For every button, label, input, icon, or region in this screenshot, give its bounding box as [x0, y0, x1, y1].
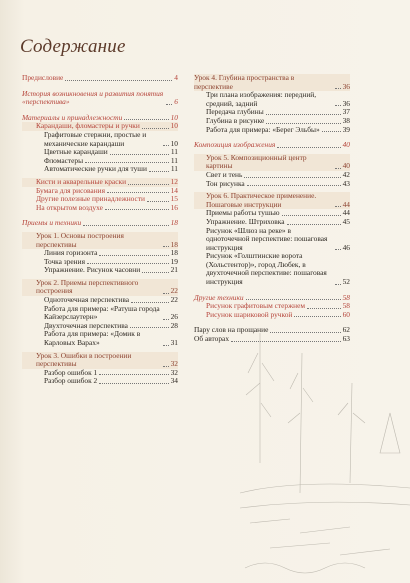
toc-entry[interactable]	[22, 279, 178, 296]
toc-entry-page: 63	[342, 334, 350, 344]
toc-entry-title: Три плана изображения: передний, средний, задний	[206, 90, 317, 108]
toc-entry[interactable]	[22, 377, 178, 386]
toc-entry-title: Разбор ошибок 2	[44, 376, 98, 386]
toc-entry[interactable]	[22, 232, 178, 249]
toc-entry-page: 18	[170, 239, 178, 249]
dot-leader	[149, 171, 169, 172]
toc-entry-page: 16	[170, 202, 178, 212]
toc-entry-page: 60	[342, 309, 350, 319]
dot-leader	[131, 302, 169, 303]
toc-entry-title: Двухточечная перспектива	[44, 320, 128, 330]
toc-entry-page: 11	[170, 147, 178, 157]
toc-entry-page: 22	[170, 286, 178, 296]
toc-entry-title: Фломастеры	[44, 155, 84, 165]
toc-entry-page: 31	[170, 338, 178, 348]
dot-leader	[128, 184, 169, 185]
toc-entry-page: 10	[170, 112, 178, 122]
toc-entry-title: Рисунок шариковой ручкой	[206, 309, 293, 319]
toc-entry-page: 39	[342, 124, 350, 134]
dot-leader	[65, 80, 172, 81]
toc-entry-page: 26	[170, 312, 178, 322]
toc-entry-title: Материалы и принадлежности	[22, 112, 123, 122]
toc-entry-page: 6	[174, 97, 178, 107]
toc-entry[interactable]	[22, 352, 178, 369]
toc-entry-title: Приемы работы тушью	[206, 208, 280, 218]
toc-entry-page: 15	[170, 194, 178, 204]
toc-entry-page: 18	[170, 248, 178, 258]
toc-entry-page: 28	[170, 320, 178, 330]
dot-leader	[246, 299, 341, 300]
toc-entry-title: Другие техники	[194, 292, 244, 302]
toc-entry-page: 14	[170, 185, 178, 195]
toc-entry-page: 34	[170, 376, 178, 386]
dot-leader	[244, 177, 340, 178]
toc-entry-title: Пару слов на прощание	[194, 325, 269, 335]
toc-entry-title: Приемы и техники	[22, 218, 82, 228]
toc-entry-title: Цветные карандаши	[44, 147, 108, 157]
toc-entry-page: 44	[342, 199, 350, 209]
toc-entry-title: Предисловие	[22, 73, 64, 82]
toc-entry-title: Карандаши, фломастеры и ручки	[36, 121, 140, 131]
dot-leader	[282, 215, 341, 216]
dot-leader	[307, 308, 341, 309]
toc-entry-title: Работа для примера: «Берег Эльбы»	[206, 124, 320, 134]
toc-right-column	[194, 74, 350, 344]
toc-entry-title: Одноточечная перспектива	[44, 295, 129, 305]
toc-entry-page: 40	[342, 161, 350, 171]
dot-leader	[87, 263, 169, 264]
toc-entry-title: Работа для примера: «Ратуша города Кайзерслаутерн»	[44, 303, 160, 322]
toc-entry-title: Упражнение. Рисунок часовни	[44, 265, 141, 275]
toc-entry-title: Автоматические ручки для туши	[44, 164, 147, 174]
toc-entry-title: Композиция изображения	[194, 140, 276, 150]
toc-entry[interactable]	[22, 131, 178, 148]
toc-entry-title: Другие полезные принадлежности	[36, 194, 146, 204]
dot-leader	[83, 225, 168, 226]
dot-leader	[270, 332, 340, 333]
toc-entry[interactable]	[194, 252, 350, 286]
toc-entry[interactable]	[194, 91, 350, 108]
dot-leader	[163, 293, 169, 294]
toc-entry-title: Упражнение. Штриховка	[206, 216, 285, 226]
toc-entry-title: Рисунок графитовым стержнем	[206, 301, 306, 311]
toc-entry-title: Кисти и акварельные краски	[36, 176, 127, 186]
dot-leader	[147, 201, 169, 202]
dot-leader	[231, 341, 341, 342]
dot-leader	[99, 255, 168, 256]
dot-leader	[287, 224, 341, 225]
dot-leader	[142, 128, 169, 129]
toc-entry[interactable]	[194, 192, 350, 209]
dot-leader	[266, 114, 341, 115]
toc-entry[interactable]	[194, 227, 350, 253]
dot-leader	[163, 246, 169, 247]
dot-leader	[124, 119, 168, 120]
toc-entry[interactable]	[194, 154, 350, 171]
dot-leader	[142, 272, 168, 273]
toc-entry-page: 52	[342, 277, 350, 287]
dot-leader	[335, 206, 341, 207]
toc-entry[interactable]	[22, 165, 178, 174]
toc-entry[interactable]	[22, 74, 178, 83]
toc-entry-page: 38	[342, 115, 350, 125]
dot-leader	[266, 123, 340, 124]
dot-leader	[130, 327, 169, 328]
toc-entry-page: 18	[170, 218, 178, 228]
dot-leader	[322, 131, 341, 132]
toc-entry-page: 58	[342, 292, 350, 302]
toc-entry-title: На открытом воздухе	[36, 202, 103, 212]
toc-entry-page: 10	[170, 138, 178, 148]
dot-leader	[247, 185, 341, 186]
toc-entry[interactable]	[22, 330, 178, 347]
toc-entry[interactable]	[194, 180, 350, 189]
dot-leader	[277, 147, 340, 148]
toc-entry-title: Рисунок «Шлюз на реке» в одноточечной перспективе: пошаговая инструкция	[206, 225, 328, 252]
toc-entry-title: Графитовые стержни, простые и механические карандаши	[44, 129, 147, 148]
toc-entry-page: 32	[170, 359, 178, 369]
toc-entry-page: 44	[342, 208, 350, 218]
dot-leader	[335, 168, 341, 169]
dot-leader	[294, 316, 340, 317]
toc-entry-page: 11	[170, 155, 178, 165]
toc-entry-page: 36	[342, 98, 350, 108]
toc-entry-title: Бумага для рисования	[36, 185, 106, 195]
toc-entry-title: Передача глубины	[206, 107, 264, 117]
toc-entry-title: Работа для примера: «Домик в Карловых Варах»	[44, 329, 141, 348]
toc-entry-title: Урок 2. Приемы перспективного построения	[36, 277, 139, 296]
dot-leader	[85, 162, 169, 163]
toc-entry-title: Линия горизонта	[44, 248, 98, 258]
toc-entry-page: 21	[170, 265, 178, 275]
dot-leader	[99, 374, 168, 375]
dot-leader	[107, 192, 169, 193]
dot-leader	[163, 319, 169, 320]
toc-entry-page: 45	[342, 216, 350, 226]
toc-entry-page: 4	[174, 73, 178, 82]
dot-leader	[163, 345, 169, 346]
toc-entry-title: Об авторах	[194, 334, 230, 344]
dot-leader	[166, 104, 172, 105]
toc-entry-page: 12	[170, 176, 178, 186]
toc-entry[interactable]	[194, 141, 350, 150]
toc-entry-page: 43	[342, 178, 350, 188]
dot-leader	[335, 88, 341, 89]
toc-entry[interactable]	[22, 219, 178, 228]
toc-entry-title: Свет и тень	[206, 169, 243, 179]
toc-entry-page: 36	[342, 81, 350, 91]
toc-entry-title: Урок 1. Основы построения перспективы	[36, 230, 124, 249]
page-title: Содержание	[20, 36, 126, 57]
toc-entry-title: Урок 3. Ошибки в построении перспективы	[36, 350, 132, 369]
toc-entry-page: 10	[170, 121, 178, 131]
toc-entry[interactable]	[22, 90, 178, 107]
toc-entry-title: Тон рисунка	[206, 178, 245, 188]
toc-entry[interactable]	[194, 311, 350, 320]
dot-leader	[163, 366, 169, 367]
toc-entry-page: 37	[342, 107, 350, 117]
toc-entry-title: История возникновения и развития понятия «перспектива»	[22, 88, 164, 107]
toc-entry[interactable]	[194, 126, 350, 135]
dot-leader	[335, 284, 341, 285]
toc-entry-title: Рисунок «Голштинские ворота (Хольстентор)», город Любек, в двухточечной перспективе: пошаговая инструкция	[206, 251, 327, 287]
toc-entry-title: Урок 6. Практическое применение. Пошаговые инструкции	[206, 191, 317, 209]
toc-entry-page: 32	[170, 367, 178, 377]
toc-entry[interactable]	[194, 74, 350, 91]
toc-entry-page: 58	[342, 301, 350, 311]
toc-entry-page: 40	[342, 140, 350, 150]
dot-leader	[335, 105, 341, 106]
toc-entry[interactable]	[22, 305, 178, 322]
dot-leader	[110, 154, 169, 155]
dot-leader	[105, 209, 169, 210]
toc-entry-page: 11	[170, 164, 178, 174]
toc-entry-page: 46	[342, 242, 350, 252]
dot-leader	[99, 383, 168, 384]
dot-leader	[163, 145, 169, 146]
toc-entry[interactable]	[22, 266, 178, 275]
dot-leader	[335, 249, 341, 250]
toc-entry-title: Точка зрения	[44, 256, 85, 266]
toc-entry-page: 42	[342, 169, 350, 179]
toc-entry-title: Глубина в рисунке	[206, 115, 265, 125]
toc-left-column	[22, 74, 178, 386]
toc-entry-title: Урок 4. Глубина пространства в перспективе	[194, 73, 295, 91]
toc-entry-title: Урок 5. Композиционный центр картины	[206, 152, 307, 171]
toc-entry[interactable]	[22, 204, 178, 213]
toc-entry-page: 62	[342, 325, 350, 335]
toc-entry-page: 19	[170, 256, 178, 266]
toc-entry-title: Разбор ошибок 1	[44, 367, 98, 377]
toc-entry-page: 22	[170, 295, 178, 305]
toc-entry[interactable]	[194, 335, 350, 344]
